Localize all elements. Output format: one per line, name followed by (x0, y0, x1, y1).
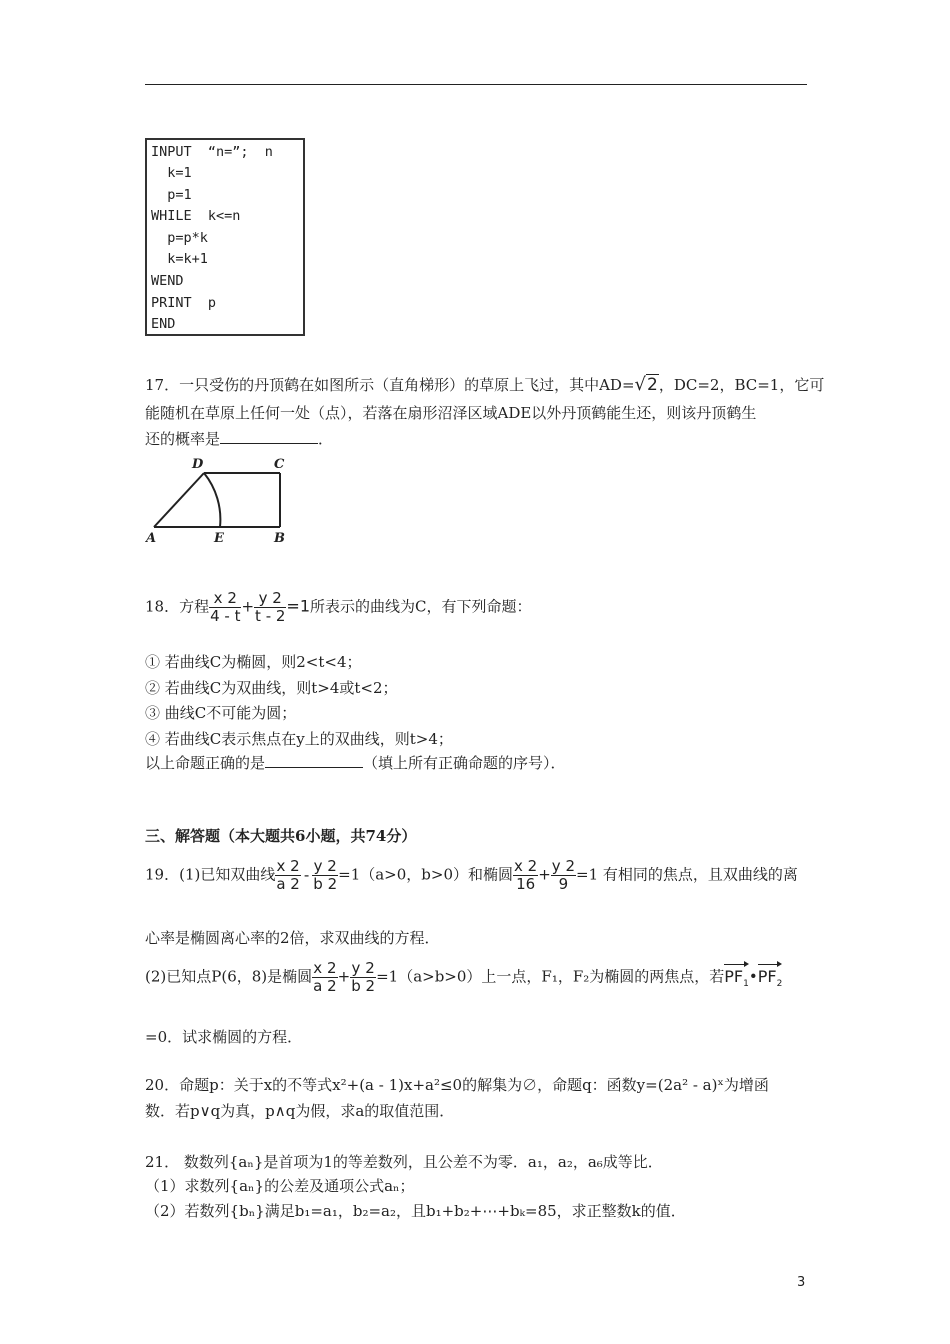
plus-sign: + (241, 597, 255, 616)
q19-text: (2)已知点P(6，8)是椭圆 (145, 967, 313, 986)
label-c: C (274, 457, 285, 472)
equals: =1 (286, 596, 311, 616)
fraction (350, 960, 376, 995)
q21-line1: 21． 数数列{aₙ}是首项为1的等差数列，且公差不为零．a₁，a₂，a₆成等比． (145, 1153, 663, 1171)
page-number: 3 (797, 1275, 806, 1290)
label-e: E (214, 531, 224, 546)
q18-item: ① 若曲线C为椭圆，则2<t<4； (145, 653, 362, 671)
fraction-numerator: y 2 (313, 857, 337, 875)
vector-pf2 (758, 961, 783, 989)
q18-item: ③ 曲线C不可能为圆； (145, 704, 297, 722)
fraction (312, 858, 338, 893)
header-rule (145, 84, 807, 85)
q17-text: 17．一只受伤的丹顶鹤在如图所示（直角梯形）的草原上飞过，其中AD= (145, 376, 635, 394)
label-b: B (274, 531, 285, 546)
code-line: p=p*k (151, 230, 208, 246)
q18-text: 所表示的曲线为C，有下列命题： (310, 597, 532, 616)
q18-line1 (145, 590, 532, 625)
fraction (254, 590, 286, 625)
q19-text: =1 有相同的焦点，且双曲线的离 (576, 865, 798, 884)
vector-pf1 (724, 961, 749, 989)
fraction (312, 960, 338, 995)
code-line: WEND (151, 273, 184, 289)
label-d: D (192, 457, 204, 472)
code-line: k=k+1 (151, 251, 208, 267)
q19-line2: 心率是椭圆离心率的2倍，求双曲线的方程． (145, 929, 440, 947)
dot-operator: • (748, 967, 758, 986)
vector-subscript: 1 (743, 978, 749, 989)
q17-text: ． (318, 430, 334, 448)
code-line: WHILE k<=n (151, 208, 241, 224)
plus-sign: + (538, 865, 551, 884)
q17-line3 (145, 428, 333, 449)
fraction-denominator: t - 2 (255, 607, 286, 625)
label-a: A (146, 531, 157, 546)
q19-text: =1（a>0，b>0）和椭圆 (338, 865, 514, 884)
fraction-numerator: y 2 (258, 589, 282, 607)
fraction-denominator: b 2 (313, 875, 338, 893)
fraction-denominator: 16 (513, 875, 538, 893)
q19-text: =1（a>b>0）上一点，F₁，F₂为椭圆的两焦点，若 (376, 967, 725, 986)
fraction-denominator: b 2 (351, 977, 376, 995)
edge-da (154, 473, 204, 527)
q19-line4: =0．试求椭圆的方程． (145, 1028, 303, 1046)
section-title: 三、解答题（本大题共6小题，共74分） (145, 827, 417, 845)
fraction-numerator: y 2 (351, 959, 375, 977)
q18-last (145, 752, 566, 773)
q17-line1 (145, 374, 824, 395)
fraction-numerator: y 2 (551, 857, 575, 875)
fraction-denominator: 9 (551, 875, 576, 893)
fraction (551, 858, 576, 893)
fraction-numerator: x 2 (514, 857, 538, 875)
fraction (209, 590, 241, 625)
q19-line1 (145, 858, 798, 893)
q18-text: （填上所有正确命题的序号）． (363, 754, 566, 772)
minus-sign: - (303, 865, 310, 884)
sqrt-value: 2 (647, 375, 658, 395)
q18-text: 以上命题正确的是 (145, 754, 266, 772)
trapezoid-figure (140, 452, 300, 547)
code-line: END (151, 316, 176, 332)
q18-text: 18．方程 (145, 597, 210, 616)
fraction-denominator: 4 - t (210, 607, 241, 625)
q21-line2: （1）求数列{aₙ}的公差及通项公式aₙ； (145, 1177, 415, 1195)
fraction (513, 858, 538, 893)
vector-label: PF (724, 966, 744, 986)
q19-line3 (145, 960, 782, 995)
plus-sign: + (337, 967, 351, 986)
code-line: k=1 (151, 165, 192, 181)
q17-text: ，DC=2，BC=1，它可 (658, 376, 825, 394)
fraction-numerator: x 2 (213, 589, 237, 607)
q19-text: 19．(1)已知双曲线 (145, 865, 276, 884)
q18-item: ② 若曲线C为双曲线，则t>4或t<2； (145, 679, 398, 697)
arc-de (204, 473, 220, 527)
q20-line1: 20．命题p：关于x的不等式x²+(a - 1)x+a²≤0的解集为∅，命题q：函数y=(2a² - a)ˣ为增函 (145, 1076, 769, 1094)
q21-line3: （2）若数列{bₙ}满足b₁=a₁，b₂=a₂，且b₁+b₂+⋯+bₖ=85，求正整数k的值． (145, 1202, 686, 1220)
fraction-denominator: a 2 (313, 977, 337, 995)
q18-item: ④ 若曲线C表示焦点在y上的双曲线，则t>4； (145, 730, 453, 748)
fraction-numerator: x 2 (313, 959, 337, 977)
fraction (275, 858, 301, 893)
q20-line2: 数．若p∨q为真，p∧q为假，求a的取值范围． (145, 1102, 455, 1120)
code-line: p=1 (151, 187, 192, 203)
fraction-numerator: x 2 (276, 857, 300, 875)
fraction-denominator: a 2 (276, 875, 300, 893)
vector-label: PF (757, 966, 777, 986)
answer-blank (265, 753, 363, 768)
answer-blank (220, 429, 318, 444)
code-line: PRINT p (151, 295, 217, 311)
vector-subscript: 2 (776, 978, 783, 989)
q17-line2: 能随机在草原上任何一处（点），若落在扇形沼泽区域ADE以外丹顶鹤能生还，则该丹顶鹤生 (145, 404, 757, 422)
sqrt-sign: √ (634, 374, 647, 395)
q17-text: 还的概率是 (145, 430, 221, 448)
code-line: INPUT “n=”; n (151, 144, 273, 160)
